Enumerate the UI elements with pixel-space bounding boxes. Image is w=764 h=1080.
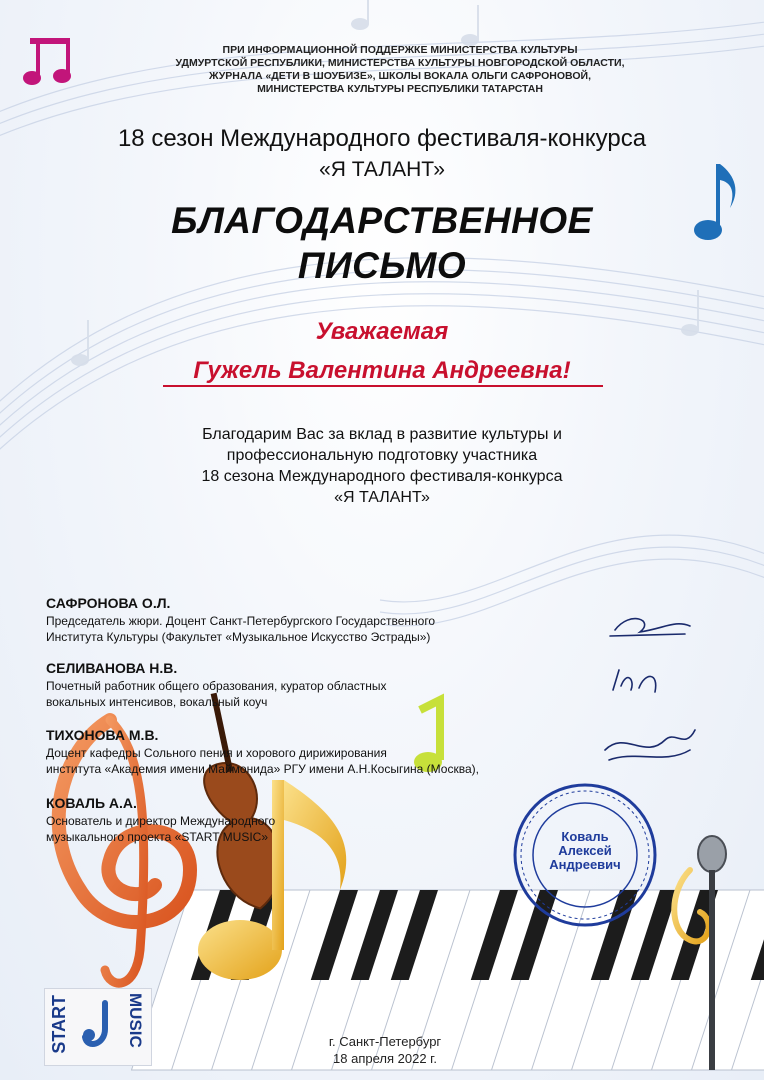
jury-name: САФРОНОВА О.Л. <box>46 595 171 611</box>
jury-description: Доцент кафедры Сольного пения и хорового дирижирования <box>46 746 387 760</box>
jury-member-4 <box>46 795 586 845</box>
jury-name: СЕЛИВАНОВА Н.В. <box>46 660 178 676</box>
gratitude-line: «Я ТАЛАНТ» <box>334 489 430 506</box>
jury-member-2 <box>46 660 586 710</box>
city: г. Санкт-Петербург <box>328 1034 442 1049</box>
festival-name: «Я ТАЛАНТ» <box>319 158 445 181</box>
organizers-line: МИНИСТЕРСТВА КУЛЬТУРЫ РЕСПУБЛИКИ ТАТАРСТАН <box>257 83 543 95</box>
document-title-line2: ПИСЬМО <box>297 245 467 286</box>
jury-description: вокальных интенсивов, вокальный коуч <box>46 695 268 709</box>
salutation: Уважаемая <box>315 318 449 345</box>
jury-description: Института Культуры (Факультет «Музыкальное Искусство Эстрады») <box>46 630 431 644</box>
jury-description: Основатель и директор Международного <box>46 814 276 828</box>
stamp-line: Алексей <box>558 843 612 858</box>
gratitude-line: Благодарим Вас за вклад в развитие культуры и <box>202 426 562 443</box>
document-title: БЛАГОДАРСТВЕННОЕ <box>171 200 593 241</box>
jury-description: института «Академия имени Маймонида» РГУ имени А.Н.Косыгина (Москва), <box>46 762 479 776</box>
jury-description: музыкального проекта «START MUSIC» <box>46 830 269 844</box>
gratitude-line: 18 сезона Международного фестиваля-конкурса <box>201 468 563 485</box>
stamp-line: Андреевич <box>549 857 621 872</box>
organizers-line: ЖУРНАЛА «ДЕТИ В ШОУБИЗЕ», ШКОЛЫ ВОКАЛА ОЛЬГИ САФРОНОВОЙ, <box>209 70 591 82</box>
saxophone-icon <box>79 999 115 1055</box>
jury-member-1 <box>46 595 586 645</box>
jury-description: Почетный работник общего образования, куратор областных <box>46 679 387 693</box>
jury-description: Председатель жюри. Доцент Санкт-Петербургского Государственного <box>46 614 436 628</box>
issue-date: 18 апреля 2022 г. <box>333 1051 437 1066</box>
recipient-underline <box>163 385 603 387</box>
jury-name: ТИХОНОВА М.В. <box>46 727 159 743</box>
jury-name: КОВАЛЬ А.А. <box>46 795 137 811</box>
organizers-line: УДМУРТСКОЙ РЕСПУБЛИКИ, МИНИСТЕРСТВА КУЛЬТУРЫ НОВГОРОДСКОЙ ОБЛАСТИ, <box>175 57 625 69</box>
gratitude-line: профессиональную подготовку участника <box>226 447 538 464</box>
jury-member-3 <box>46 727 586 777</box>
festival-title: 18 сезон Международного фестиваля-конкурса <box>117 125 647 152</box>
start-music-logo <box>44 988 152 1066</box>
logo-word-music: MUSIC <box>126 993 145 1048</box>
organizers-block <box>120 44 680 96</box>
music-note-magenta-icon <box>22 34 74 88</box>
recipient-name: Гужель Валентина Андреевна! <box>193 357 571 384</box>
logo-word-start: START <box>49 995 69 1054</box>
stamp-line: Коваль <box>561 829 609 844</box>
organizers-line: ПРИ ИНФОРМАЦИОННОЙ ПОДДЕРЖКЕ МИНИСТЕРСТВА КУЛЬТУРЫ <box>222 44 578 56</box>
gratitude-text <box>0 424 764 508</box>
signatures <box>595 600 705 800</box>
